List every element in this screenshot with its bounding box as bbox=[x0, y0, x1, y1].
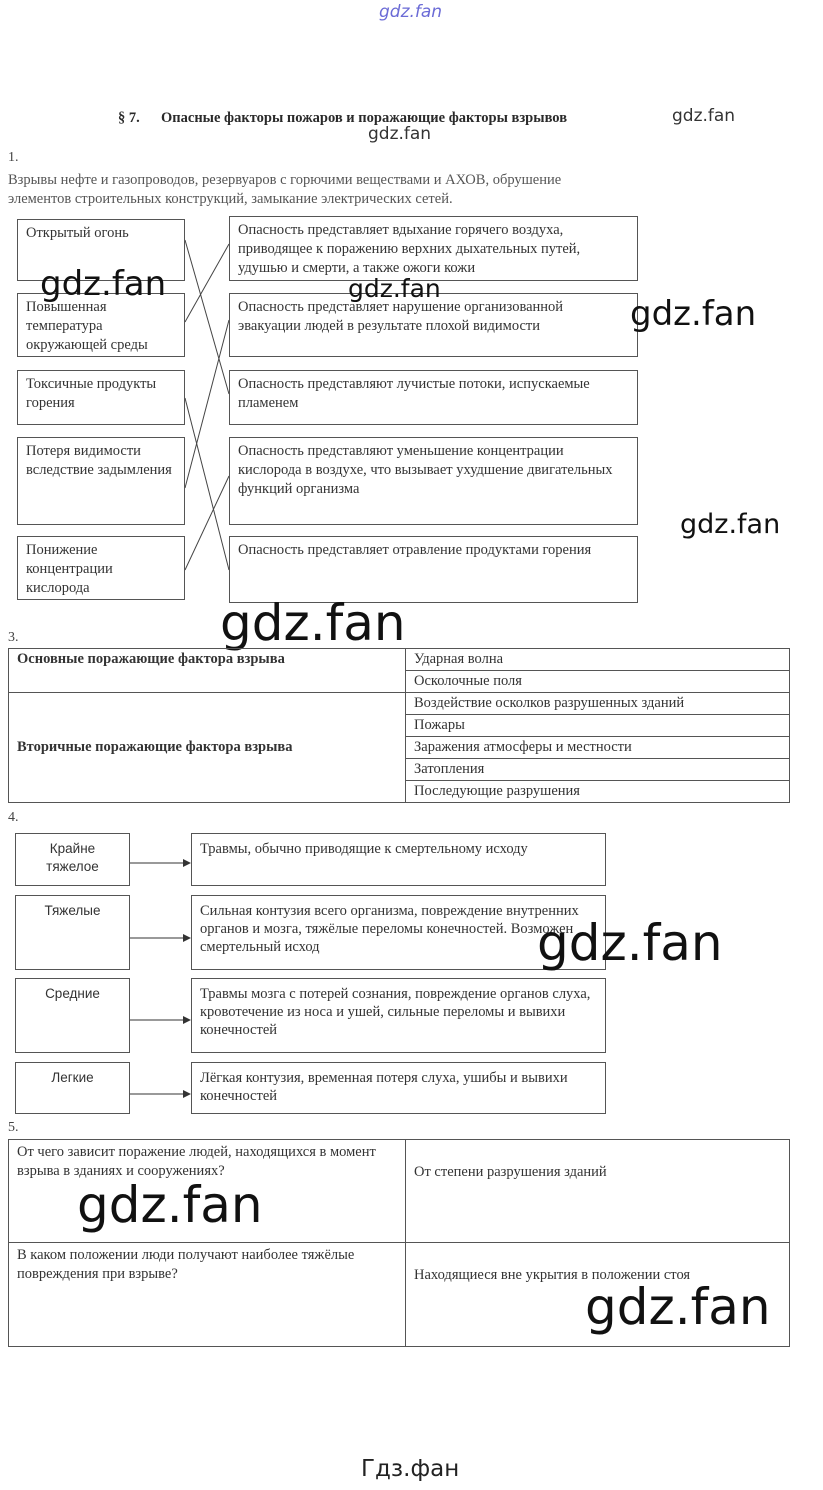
section-number: § 7. bbox=[118, 110, 140, 126]
fire-factor-box-2: Повышенная температура окружающей среды bbox=[17, 293, 185, 357]
danger-box-5: Опасность представляет отравление продуктами горения bbox=[229, 536, 638, 603]
watermark-9: gdz.fan bbox=[585, 1278, 771, 1336]
injury-desc-3: Травмы мозга с потерей сознания, повреждение органов слуха, кровотечение из носа и ушей, сильные переломы и вывихи конечностей bbox=[191, 978, 606, 1053]
injury-desc-4: Лёгкая контузия, временная потеря слуха, ушибы и вывихи конечностей bbox=[191, 1062, 606, 1114]
secondary-item: Затопления bbox=[406, 759, 790, 781]
answer-1: От степени разрушения зданий bbox=[406, 1140, 790, 1243]
footer-watermark: Гдз.фан bbox=[361, 1456, 460, 1482]
secondary-item: Последующие разрушения bbox=[406, 781, 790, 803]
watermark-subtitle: gdz.fan bbox=[368, 124, 432, 144]
answer-2: Находящиеся вне укрытия в положении стоя bbox=[406, 1243, 790, 1347]
danger-box-1: Опасность представляет вдыхание горячего воздуха, приводящее к поражению верхних дыхательных путей, удушью и смерти, а также ожоги кожи bbox=[229, 216, 638, 281]
injury-desc-2: Сильная контузия всего организма, повреждение внутренних органов и мозга, тяжёлые переломы конечностей. Возможен смертельный исход bbox=[191, 895, 606, 970]
severity-level-3: Средние bbox=[15, 978, 130, 1053]
primary-item: Ударная волна bbox=[406, 649, 790, 671]
fire-factor-box-5: Понижение концентрации кислорода bbox=[17, 536, 185, 600]
primary-factors-label: Основные поражающие фактора взрыва bbox=[9, 649, 406, 693]
watermark-4: gdz.fan bbox=[630, 294, 757, 334]
task1-number: 1. bbox=[8, 150, 19, 165]
fire-factor-box-4: Потеря видимости вследствие задымления bbox=[17, 437, 185, 525]
danger-box-4: Опасность представляют уменьшение концентрации кислорода в воздухе, что вызывает ухудшение двигательных функций организма bbox=[229, 437, 638, 525]
task4-number: 4. bbox=[8, 810, 19, 825]
watermark-3: gdz.fan bbox=[348, 274, 441, 303]
danger-box-2: Опасность представляет нарушение организованной эвакуации людей в результате плохой видимости bbox=[229, 293, 638, 357]
watermark-top: gdz.fan bbox=[379, 2, 443, 22]
question-1: От чего зависит поражение людей, находящихся в момент взрыва в зданиях и сооружениях? bbox=[9, 1140, 406, 1243]
watermark-2: gdz.fan bbox=[40, 264, 167, 304]
secondary-item: Пожары bbox=[406, 715, 790, 737]
question-2: В каком положении люди получают наиболее тяжёлые повреждения при взрыве? bbox=[9, 1243, 406, 1347]
task1-line2: элементов строительных конструкций, замыкание электрических сетей. bbox=[8, 191, 453, 207]
watermark-5: gdz.fan bbox=[680, 509, 781, 540]
watermark-8: gdz.fan bbox=[77, 1176, 263, 1234]
severity-level-2: Тяжелые bbox=[15, 895, 130, 970]
severity-level-1: Крайне тяжелое bbox=[15, 833, 130, 886]
severity-level-4: Легкие bbox=[15, 1062, 130, 1114]
injury-desc-1: Травмы, обычно приводящие к смертельному исходу bbox=[191, 833, 606, 886]
secondary-factors-label: Вторичные поражающие фактора взрыва bbox=[9, 693, 406, 803]
secondary-item: Воздействие осколков разрушенных зданий bbox=[406, 693, 790, 715]
task1-line1: Взрывы нефте и газопроводов, резервуаров с горючими веществами и АХОВ, обрушение bbox=[8, 172, 562, 188]
task3-number: 3. bbox=[8, 630, 19, 645]
task5-number: 5. bbox=[8, 1120, 19, 1135]
primary-item: Осколочные поля bbox=[406, 671, 790, 693]
watermark-7: gdz.fan bbox=[537, 914, 723, 972]
watermark-title: gdz.fan bbox=[672, 106, 736, 126]
fire-factor-box-1: Открытый огонь bbox=[17, 219, 185, 281]
secondary-item: Заражения атмосферы и местности bbox=[406, 737, 790, 759]
danger-box-3: Опасность представляют лучистые потоки, испускаемые пламенем bbox=[229, 370, 638, 425]
watermark-6: gdz.fan bbox=[220, 594, 406, 652]
section-title: Опасные факторы пожаров и поражающие факторы взрывов bbox=[161, 110, 568, 126]
fire-factor-box-3: Токсичные продукты горения bbox=[17, 370, 185, 425]
